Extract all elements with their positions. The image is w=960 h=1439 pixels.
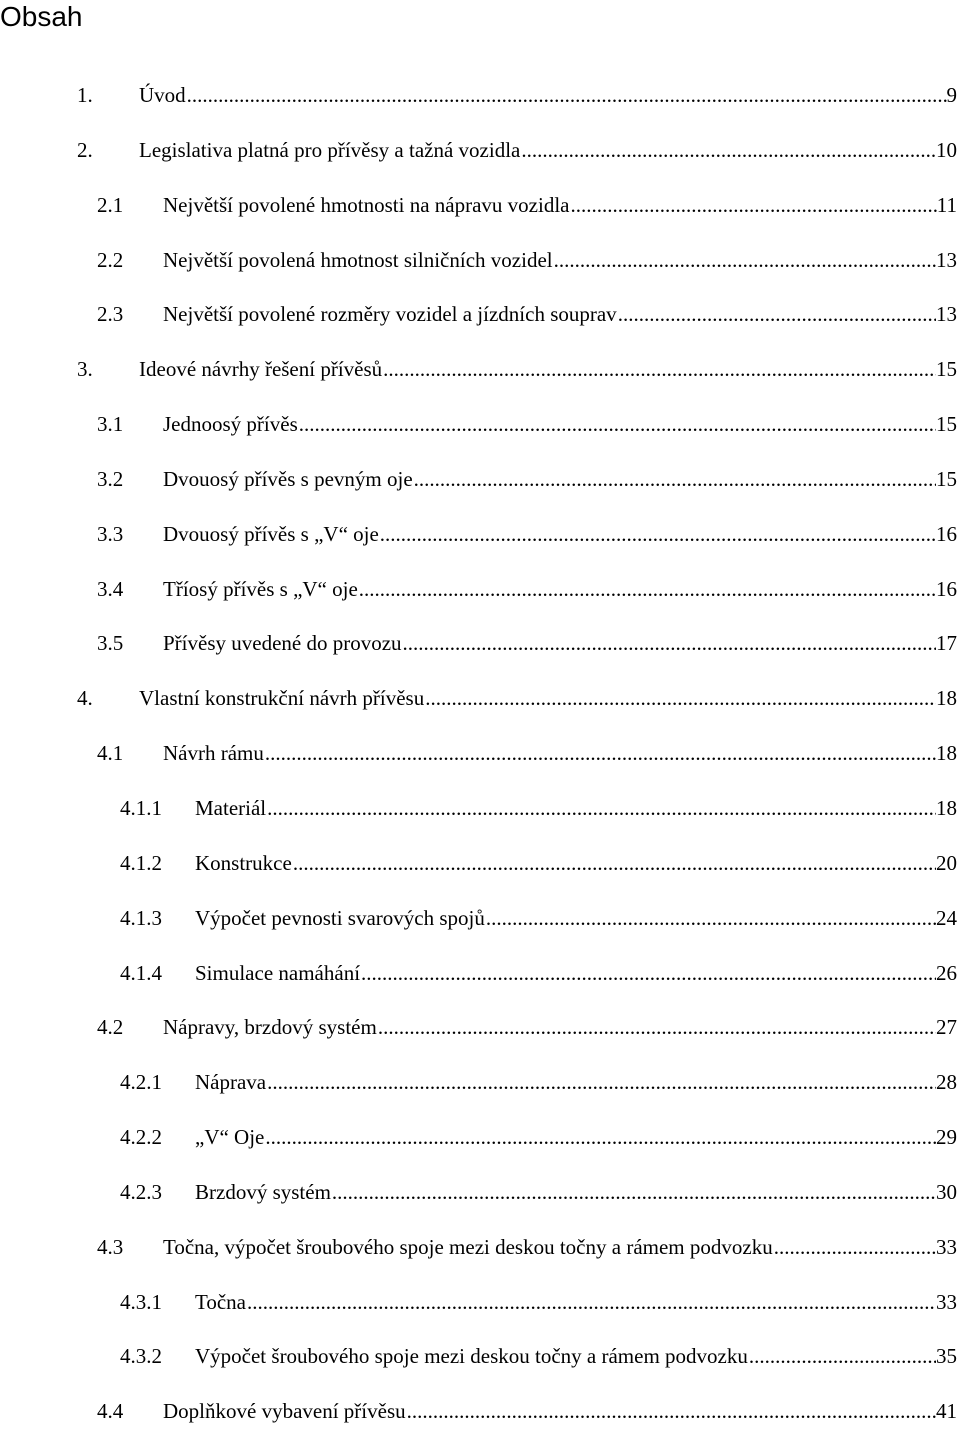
toc-entry-number: 3.5 (97, 631, 124, 656)
toc-entry-page-number: 20 (936, 850, 957, 875)
dot-leader (298, 397, 936, 452)
toc-entry[interactable] (0, 891, 960, 946)
toc-entry-label: Doplňkové vybavení přívěsu (163, 1399, 406, 1424)
toc-entry[interactable] (0, 1329, 960, 1384)
toc-entry[interactable] (0, 1220, 960, 1275)
toc-entry-page-number: 16 (936, 521, 957, 546)
dot-leader (186, 68, 947, 123)
toc-entry[interactable] (0, 397, 960, 452)
toc-entry-row (163, 1220, 957, 1275)
toc-entry-page-number: 30 (936, 1179, 957, 1204)
toc-entry-row (163, 397, 957, 452)
toc-entry-page-number: 18 (936, 795, 957, 820)
toc-entry-row (195, 836, 957, 891)
toc-entry[interactable] (0, 287, 960, 342)
toc-entry-page-number: 15 (936, 412, 957, 437)
toc-entry-page-number: 24 (936, 905, 957, 930)
toc-entry-page-number: 18 (936, 741, 957, 766)
toc-entry-label: Úvod (139, 83, 186, 107)
dot-leader (553, 233, 936, 288)
dot-leader (520, 123, 936, 178)
toc-entry[interactable] (0, 781, 960, 836)
toc-entry-number: 3. (77, 357, 93, 382)
toc-entry[interactable] (0, 452, 960, 507)
dot-leader (266, 1055, 936, 1110)
dot-leader (424, 671, 936, 726)
toc-entry[interactable] (0, 562, 960, 617)
toc-entry[interactable] (0, 1275, 960, 1330)
toc-entry-label: Největší povolené rozměry vozidel a jízdních souprav (163, 302, 617, 327)
toc-entry-number: 3.3 (97, 521, 124, 546)
toc-entry-page-number: 13 (936, 247, 957, 272)
toc-entry-row (163, 233, 957, 288)
toc-entry-label: Výpočet šroubového spoje mezi deskou točny a rámem podvozku (195, 1344, 748, 1369)
toc-entry-label: Brzdový systém (195, 1179, 331, 1204)
toc-entry-row (163, 452, 957, 507)
toc-entry-label: Tříosý přívěs s „V“ oje (163, 576, 358, 601)
toc-entry-label: Materiál (195, 795, 267, 820)
toc-entry-page-number: 33 (936, 1289, 957, 1314)
toc-entry-label: Legislativa platná pro přívěsy a tažná vozidla (139, 137, 521, 162)
toc-entry-row (195, 1110, 957, 1165)
dot-leader (379, 507, 936, 562)
toc-entry-label: „V“ Oje (195, 1125, 265, 1150)
toc-entry-page-number: 16 (936, 576, 957, 601)
table-of-contents (0, 68, 960, 1439)
toc-entry[interactable] (0, 68, 960, 123)
toc-entry-number: 4.3.2 (120, 1344, 162, 1369)
toc-entry[interactable] (0, 507, 960, 562)
dot-leader (773, 1220, 936, 1275)
dot-leader (266, 781, 936, 836)
toc-entry-number: 2.1 (97, 192, 124, 217)
toc-entry[interactable] (0, 233, 960, 288)
toc-entry-row (163, 616, 957, 671)
dot-leader (377, 1000, 936, 1055)
toc-entry-label: Vlastní konstrukční návrh přívěsu (139, 686, 425, 711)
toc-entry-row (139, 68, 957, 123)
toc-entry-page-number: 18 (936, 686, 957, 711)
toc-entry-page-number: 13 (936, 302, 957, 327)
toc-entry-page-number: 26 (936, 960, 957, 985)
toc-entry-page-number: 29 (936, 1125, 957, 1150)
toc-entry-page-number: 9 (946, 83, 957, 107)
toc-entry[interactable] (0, 836, 960, 891)
toc-entry-number: 4.3.1 (120, 1289, 162, 1314)
toc-entry-page-number: 10 (936, 137, 957, 162)
toc-entry[interactable] (0, 123, 960, 178)
dot-leader (402, 616, 936, 671)
toc-entry[interactable] (0, 1110, 960, 1165)
toc-entry-number: 4.3 (97, 1234, 124, 1259)
toc-entry-label: Dvouosý přívěs s „V“ oje (163, 521, 379, 546)
toc-entry-number: 4. (77, 686, 93, 711)
toc-entry-label: Točna (195, 1289, 247, 1314)
toc-entry-label: Ideové návrhy řešení přívěsů (139, 357, 383, 382)
toc-entry[interactable] (0, 946, 960, 1001)
toc-entry-row (139, 123, 957, 178)
toc-entry-number: 4.1.4 (120, 960, 162, 985)
dot-leader (748, 1329, 936, 1384)
toc-entry-page-number: 17 (936, 631, 957, 656)
toc-entry-row (195, 1055, 957, 1110)
toc-entry-label: Největší povolená hmotnost silničních vozidel (163, 247, 553, 272)
toc-entry-number: 4.4 (97, 1399, 124, 1424)
toc-entry-row (163, 726, 957, 781)
toc-entry-row (163, 287, 957, 342)
toc-entry-label: Výpočet pevnosti svarových spojů (195, 905, 485, 930)
toc-entry-row (195, 946, 957, 1001)
toc-entry-row (195, 1275, 957, 1330)
toc-entry-label: Konstrukce (195, 850, 292, 875)
dot-leader (246, 1275, 936, 1330)
toc-entry-label: Největší povolené hmotnosti na nápravu vozidla (163, 192, 570, 217)
toc-entry-label: Jednoosý přívěs (163, 412, 298, 437)
toc-entry-number: 3.1 (97, 412, 124, 437)
dot-leader (382, 342, 936, 397)
toc-entry-number: 4.2 (97, 1015, 124, 1040)
toc-entry-number: 4.1 (97, 741, 124, 766)
toc-entry[interactable] (0, 1384, 960, 1439)
toc-entry-number: 2. (77, 137, 93, 162)
toc-entry-label: Nápravy, brzdový systém (163, 1015, 377, 1040)
toc-entry[interactable] (0, 178, 960, 233)
toc-entry-number: 4.2.1 (120, 1070, 162, 1095)
dot-leader (331, 1165, 936, 1220)
toc-entry[interactable] (0, 726, 960, 781)
toc-entry[interactable] (0, 616, 960, 671)
dot-leader (292, 836, 936, 891)
toc-entry-page-number: 35 (936, 1344, 957, 1369)
toc-entry-page-number: 15 (936, 466, 957, 491)
toc-entry-row (163, 178, 957, 233)
dot-leader (358, 562, 936, 617)
toc-entry[interactable] (0, 342, 960, 397)
toc-entry-page-number: 15 (936, 357, 957, 382)
toc-entry-row (195, 891, 957, 946)
toc-entry-number: 3.4 (97, 576, 124, 601)
toc-entry[interactable] (0, 1000, 960, 1055)
toc-entry-page-number: 41 (936, 1399, 957, 1424)
toc-entry-number: 4.1.1 (120, 795, 162, 820)
toc-entry-row (163, 1000, 957, 1055)
toc-entry-label: Přívěsy uvedené do provozu (163, 631, 402, 656)
toc-entry-page-number: 33 (936, 1234, 957, 1259)
toc-entry-label: Točna, výpočet šroubového spoje mezi deskou točny a rámem podvozku (163, 1234, 773, 1259)
toc-entry-number: 4.2.2 (120, 1125, 162, 1150)
toc-entry-page-number: 11 (936, 192, 957, 217)
dot-leader (360, 946, 936, 1001)
toc-entry-row (139, 342, 957, 397)
dot-leader (485, 891, 936, 946)
toc-entry-number: 2.3 (97, 302, 124, 327)
dot-leader (570, 178, 937, 233)
dot-leader (264, 1110, 936, 1165)
toc-entry-page-number: 28 (936, 1070, 957, 1095)
toc-entry-label: Simulace namáhání (195, 960, 361, 985)
toc-entry[interactable] (0, 1055, 960, 1110)
toc-entry-row (163, 507, 957, 562)
toc-heading: Obsah (0, 1, 83, 32)
toc-entry-label: Návrh rámu (163, 741, 264, 766)
toc-entry-row (163, 1384, 957, 1439)
toc-entry[interactable] (0, 671, 960, 726)
toc-entry-number: 1. (77, 83, 93, 107)
toc-entry-row (163, 562, 957, 617)
toc-entry-number: 4.2.3 (120, 1179, 162, 1204)
toc-entry-number: 2.2 (97, 247, 124, 272)
dot-leader (264, 726, 936, 781)
dot-leader (406, 1384, 936, 1439)
toc-entry-row (139, 671, 957, 726)
toc-entry-page-number: 27 (936, 1015, 957, 1040)
toc-entry-label: Dvouosý přívěs s pevným oje (163, 466, 413, 491)
dot-leader (617, 287, 936, 342)
toc-entry-number: 4.1.3 (120, 905, 162, 930)
toc-entry-row (195, 781, 957, 836)
dot-leader (413, 452, 936, 507)
toc-entry[interactable] (0, 1165, 960, 1220)
toc-entry-label: Náprava (195, 1070, 267, 1095)
toc-entry-row (195, 1165, 957, 1220)
toc-entry-row (195, 1329, 957, 1384)
toc-entry-number: 4.1.2 (120, 850, 162, 875)
toc-entry-number: 3.2 (97, 466, 124, 491)
